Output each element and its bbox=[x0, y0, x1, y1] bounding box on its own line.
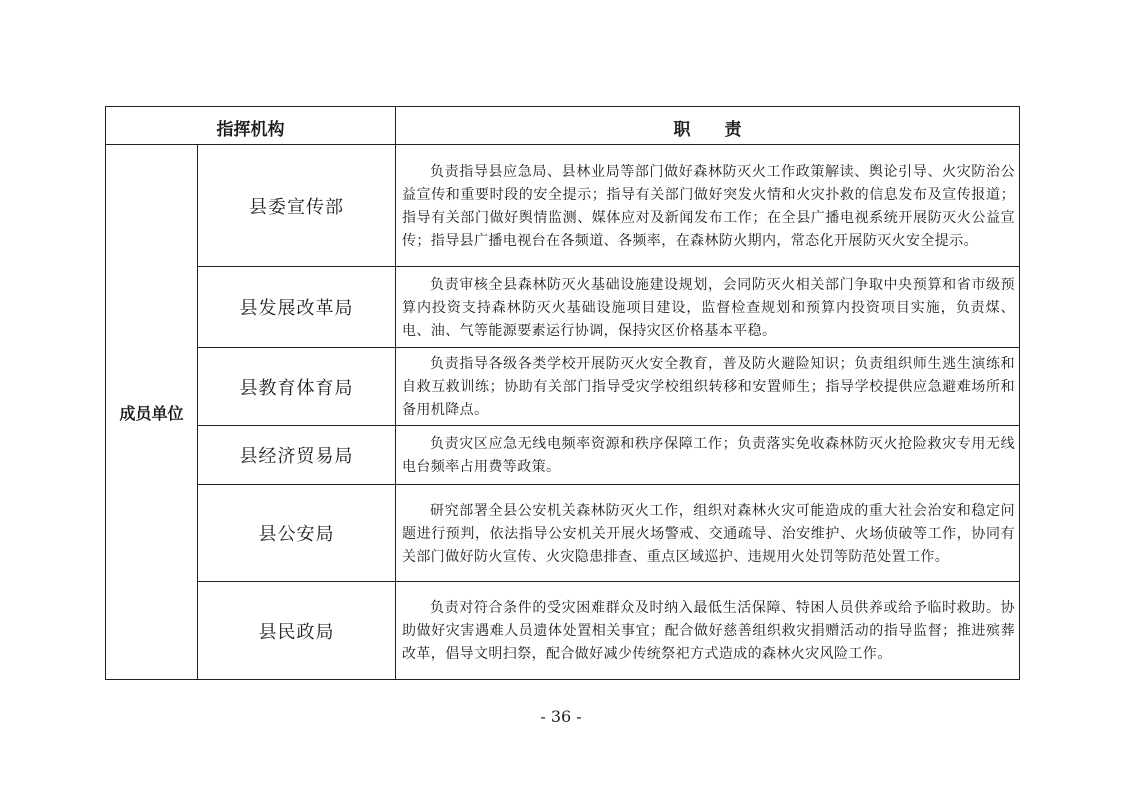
unit-duty bbox=[396, 485, 1020, 582]
duty-text: 负责指导县应急局、县林业局等部门做好森林防灭火工作政策解读、舆论引导、火灾防治公益宣传和重要时段的安全提示；指导有关部门做好突发火情和火灾扑救的信息发布及宣传报道；指导有关部门做好舆情监测、媒体应对及新闻发布工作；在全县广播电视系统开展防灭火公益宣传；指导县广播电视台在各频道、各频率，在森林防火期内，常态化开展防灭火安全提示。 bbox=[402, 163, 1015, 249]
unit-name: 县委宣传部 bbox=[198, 145, 396, 267]
duty-text: 负责灾区应急无线电频率资源和秩序保障工作；负责落实免收森林防灭火抢险救灾专用无线电台频率占用费等政策。 bbox=[402, 436, 1015, 475]
table-header-row bbox=[106, 107, 1020, 145]
table-row bbox=[106, 485, 1020, 582]
unit-duty bbox=[396, 267, 1020, 348]
unit-duty bbox=[396, 426, 1020, 485]
duty-text: 负责指导各级各类学校开展防灭火安全教育，普及防火避险知识；负责组织师生逃生演练和自救互救训练；协助有关部门指导受灾学校组织转移和安置师生；指导学校提供应急避难场所和备用机降点。 bbox=[402, 356, 1015, 418]
member-units-label: 成员单位 bbox=[106, 145, 198, 680]
table-row bbox=[106, 267, 1020, 348]
unit-duty bbox=[396, 582, 1020, 680]
header-command-org: 指挥机构 bbox=[106, 107, 396, 145]
unit-name: 县发展改革局 bbox=[198, 267, 396, 348]
table-row bbox=[106, 582, 1020, 680]
table-row bbox=[106, 348, 1020, 426]
unit-duty bbox=[396, 145, 1020, 267]
header-duties: 职 责 bbox=[396, 107, 1020, 145]
unit-duty bbox=[396, 348, 1020, 426]
unit-name: 县公安局 bbox=[198, 485, 396, 582]
page-number: - 36 - bbox=[540, 707, 582, 726]
unit-name: 县教育体育局 bbox=[198, 348, 396, 426]
table-row bbox=[106, 145, 1020, 267]
unit-name: 县民政局 bbox=[198, 582, 396, 680]
unit-name: 县经济贸易局 bbox=[198, 426, 396, 485]
duty-text: 研究部署全县公安机关森林防灭火工作，组织对森林火灾可能造成的重大社会治安和稳定问题进行预判，依法指导公安机关开展火场警戒、交通疏导、治安维护、火场侦破等工作，协同有关部门做好防火宣传、火灾隐患排查、重点区域巡护、违规用火处罚等防范处置工作。 bbox=[402, 502, 1015, 565]
duty-text: 负责对符合条件的受灾困难群众及时纳入最低生活保障、特困人员供养或给予临时救助。协助做好灾害遇难人员遗体处置相关事宜；配合做好慈善组织救灾捐赠活动的指导监督；推进殡葬改革，倡导文明扫祭，配合做好减少传统祭祀方式造成的森林火灾风险工作。 bbox=[402, 600, 1015, 662]
responsibility-table bbox=[105, 106, 1020, 680]
duty-text: 负责审核全县森林防灭火基础设施建设规划，会同防灭火相关部门争取中央预算和省市级预算内投资支持森林防灭火基础设施项目建设，监督检查规划和预算内投资项目实施，负责煤、电、油、气等能源要素运行协调，保持灾区价格基本平稳。 bbox=[402, 276, 1015, 339]
table-row bbox=[106, 426, 1020, 485]
